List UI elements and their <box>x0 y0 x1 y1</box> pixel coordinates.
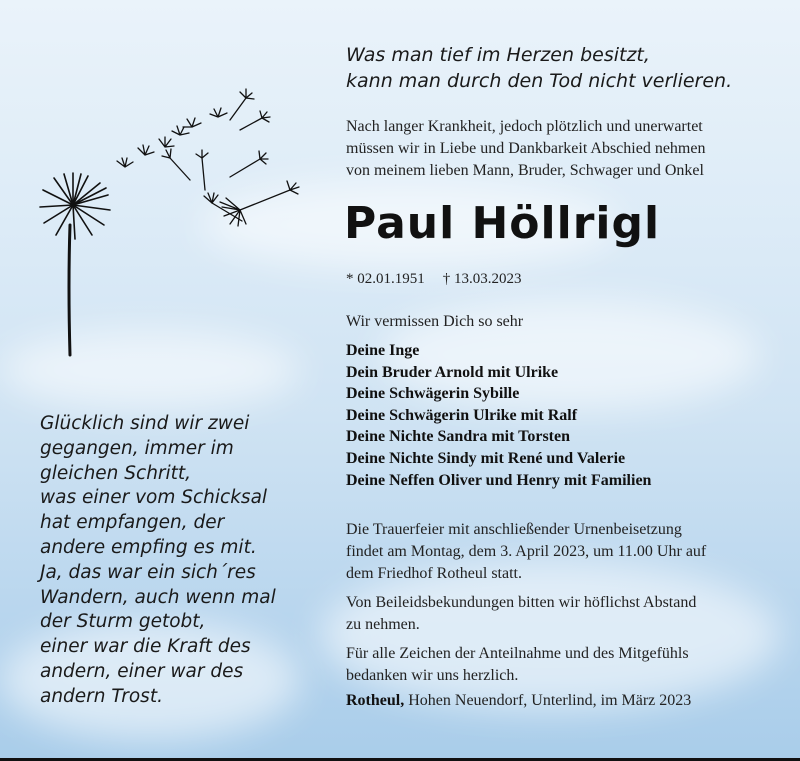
condolence-line: Von Beileidsbekundungen bitten wir höflichst Abstand <box>346 594 697 611</box>
poem-line: der Sturm getobt, <box>40 611 206 633</box>
poem-line: Wandern, auch wenn mal <box>40 586 276 608</box>
place-town: Rotheul, <box>346 692 405 709</box>
mourner: Deine Schwägerin Ulrike mit Ralf <box>346 406 578 424</box>
poem-line: gegangen, immer im <box>40 437 234 459</box>
condolence-line: zu nehmen. <box>346 616 420 633</box>
poem-line: gleichen Schritt, <box>40 462 192 484</box>
poem-line: andern Trost. <box>40 685 163 707</box>
mourner: Deine Neffen Oliver und Henry mit Familien <box>346 471 652 489</box>
intro-line: müssen wir in Liebe und Dankbarkeit Abschied nehmen <box>346 140 706 157</box>
place-rest: Hohen Neuendorf, Unterlind, im März 2023 <box>408 692 692 709</box>
poem-line: hat empfangen, der <box>40 512 225 534</box>
funeral-line: Die Trauerfeier mit anschließender Urnenbeisetzung <box>346 521 682 538</box>
poem-line: Ja, das war ein sich´res <box>40 561 256 583</box>
mourner: Deine Schwägerin Sybille <box>346 385 520 403</box>
motto-line: Was man tief im Herzen besitzt, <box>346 44 650 66</box>
poem-line: was einer vom Schicksal <box>40 487 268 509</box>
funeral-line: findet am Montag, dem 3. April 2023, um 11.00 Uhr auf <box>346 543 707 560</box>
mourner: Deine Inge <box>346 342 420 359</box>
mourner: Deine Nichte Sandra mit Torsten <box>346 428 570 446</box>
motto-line: kann man durch den Tod nicht verlieren. <box>346 70 733 92</box>
thanks-line: bedanken wir uns herzlich. <box>346 667 519 684</box>
mourner: Dein Bruder Arnold mit Ulrike <box>346 363 559 381</box>
intro-line: Nach langer Krankheit, jedoch plötzlich und unerwartet <box>346 118 703 135</box>
intro-line: von meinem lieben Mann, Bruder, Schwager und Onkel <box>346 162 704 179</box>
poem-line: andern, einer war des <box>40 660 244 682</box>
funeral-line: dem Friedhof Rotheul statt. <box>346 565 522 582</box>
death-date: † 13.03.2023 <box>442 271 522 287</box>
thanks-line: Für alle Zeichen der Anteilnahme und des Mitgefühls <box>346 645 689 662</box>
miss-line: Wir vermissen Dich so sehr <box>346 313 524 330</box>
poem-line: einer war die Kraft des <box>40 636 251 658</box>
poem-line: Glücklich sind wir zwei <box>40 413 250 434</box>
mourner: Deine Nichte Sindy mit René und Valerie <box>346 449 626 467</box>
poem-line: andere empfing es mit. <box>40 536 257 558</box>
deceased-name: Paul Höllrigl <box>344 198 661 249</box>
birth-date: * 02.01.1951 <box>346 271 425 287</box>
